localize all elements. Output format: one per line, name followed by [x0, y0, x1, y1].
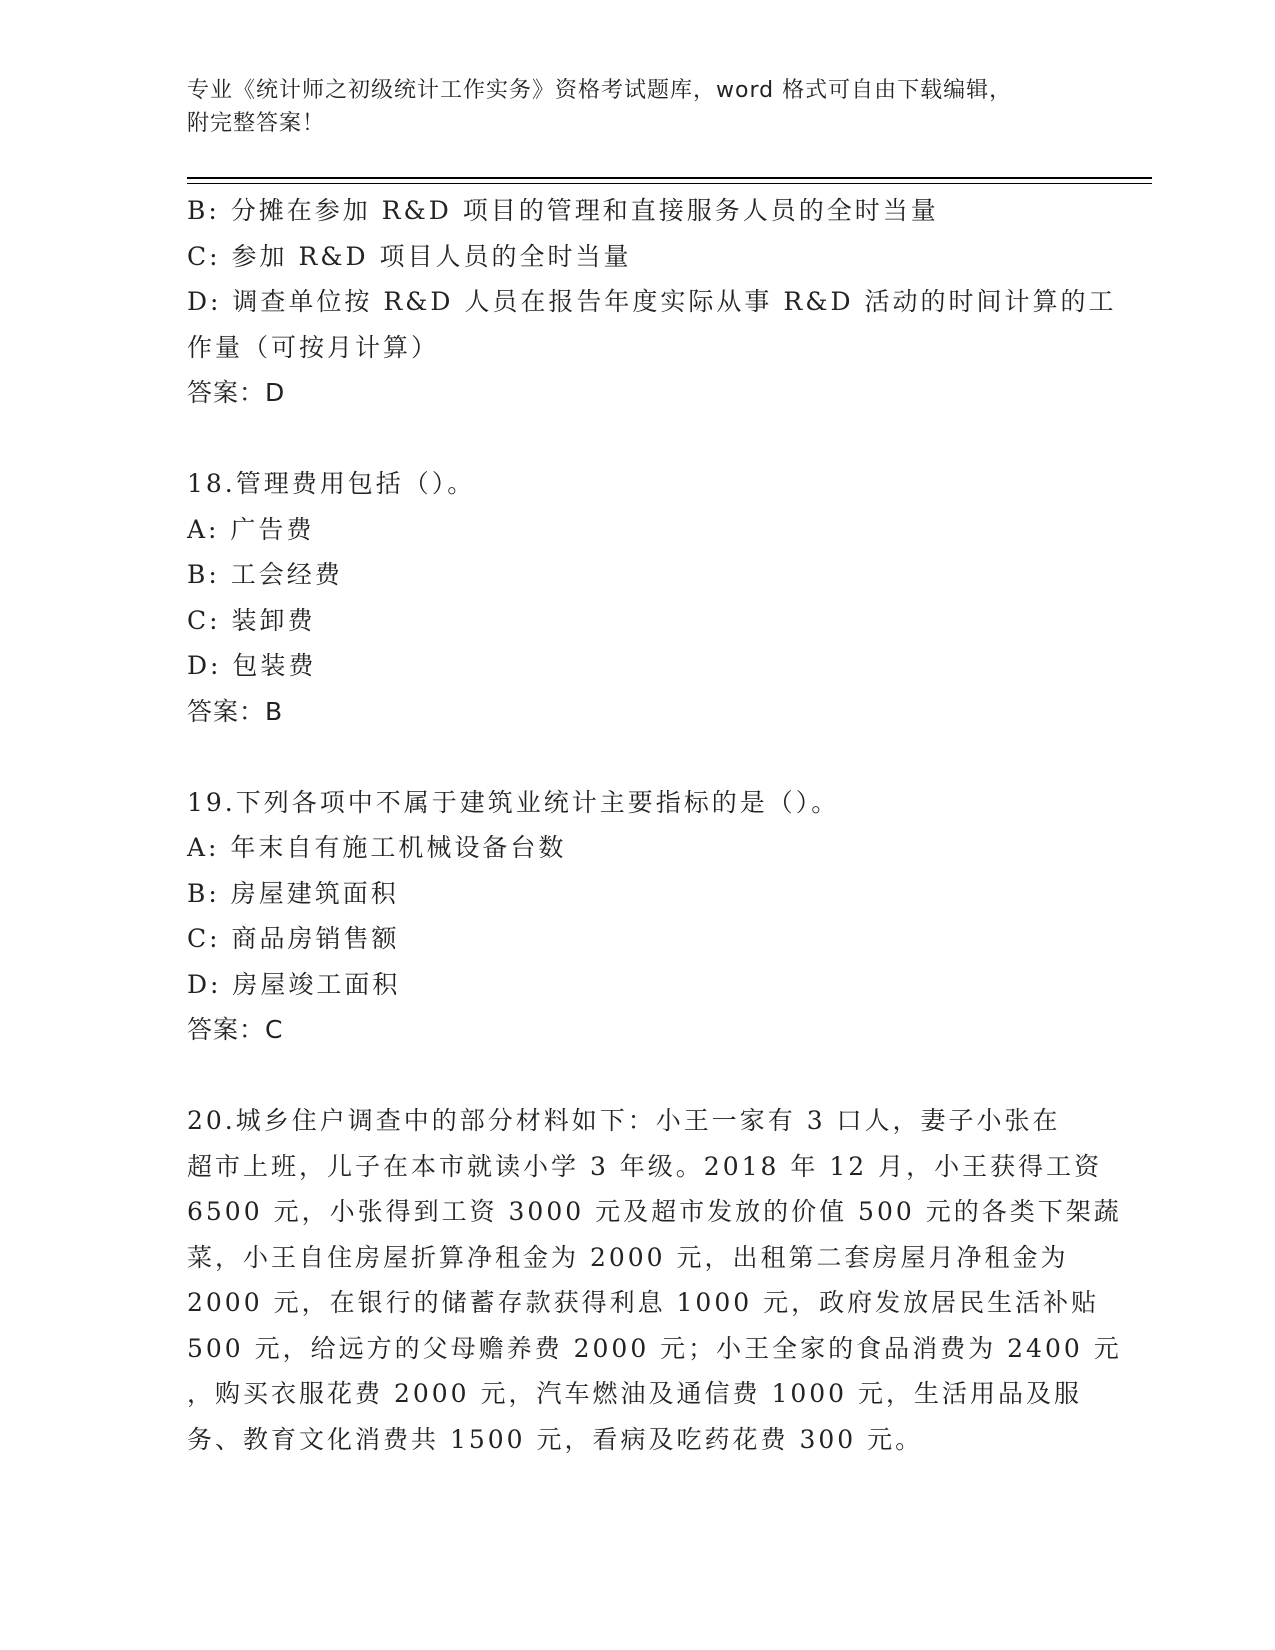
spacer [187, 734, 1077, 780]
question-content [187, 188, 1122, 1462]
document-header [187, 74, 1087, 140]
q17-option-d-line-2: 作量（可按月计算） [187, 332, 440, 362]
q20-text-line: 500 元，给远方的父母赡养费 2000 元；小王全家的食品消费为 2400 元 [187, 1333, 1122, 1363]
question-18 [187, 461, 1077, 734]
question-19 [187, 780, 1077, 1053]
q18-option-d: D: 包装费 [187, 651, 317, 680]
question-17-tail [187, 188, 1117, 416]
q19-option-c: C: 商品房销售额 [187, 924, 400, 953]
q18-option-a: A: 广告费 [187, 514, 315, 544]
q19-answer: 答案：C [187, 1015, 284, 1044]
header-title-line-1: 专业《统计师之初级统计工作实务》资格考试题库，word 格式可自由下载编辑， [187, 78, 1013, 103]
q19-option-d: D: 房屋竣工面积 [187, 969, 401, 999]
q17-option-b: B: 分摊在参加 R&D 项目的管理和直接服务人员的全时当量 [187, 196, 939, 225]
spacer [187, 1053, 1077, 1099]
q20-text-line: 6500 元，小张得到工资 3000 元及超市发放的价值 500 元的各类下架蔬 [187, 1197, 1122, 1226]
spacer [187, 416, 1077, 462]
q18-option-b: B: 工会经费 [187, 560, 343, 589]
q18-option-c: C: 装卸费 [187, 605, 316, 635]
header-title-line-2: 附完整答案！ [187, 111, 326, 136]
q19-option-a: A: 年末自有施工机械设备台数 [187, 833, 567, 862]
q19-question: 19.下列各项中不属于建筑业统计主要指标的是（）。 [187, 787, 840, 817]
q17-answer: 答案：D [187, 378, 286, 407]
q18-question: 18.管理费用包括（）。 [187, 469, 476, 498]
q20-text-line: 20.城乡住户调查中的部分材料如下：小王一家有 3 口人，妻子小张在 [187, 1106, 1061, 1135]
q20-text-line: 菜，小王自住房屋折算净租金为 2000 元，出租第二套房屋月净租金为 [187, 1242, 1069, 1272]
header-rule-thin [187, 183, 1152, 184]
q20-text-line: ，购买衣服花费 2000 元，汽车燃油及通信费 1000 元，生活用品及服 [187, 1379, 1083, 1408]
q17-option-d-line-1: D: 调查单位按 R&D 人员在报告年度实际从事 R&D 活动的时间计算的工 [187, 287, 1117, 316]
q20-text-line: 务、教育文化消费共 1500 元，看病及吃药花费 300 元。 [187, 1424, 924, 1454]
q19-option-b: B: 房屋建筑面积 [187, 878, 399, 908]
q20-text-line: 超市上班，儿子在本市就读小学 3 年级。2018 年 12 月，小王获得工资 [187, 1151, 1103, 1181]
header-rule-thick [187, 177, 1152, 179]
q18-answer: 答案：B [187, 696, 284, 726]
question-20 [187, 1098, 1122, 1462]
q17-option-c: C: 参加 R&D 项目人员的全时当量 [187, 241, 632, 271]
q20-text-line: 2000 元，在银行的储蓄存款获得利息 1000 元，政府发放居民生活补贴 [187, 1288, 1100, 1317]
